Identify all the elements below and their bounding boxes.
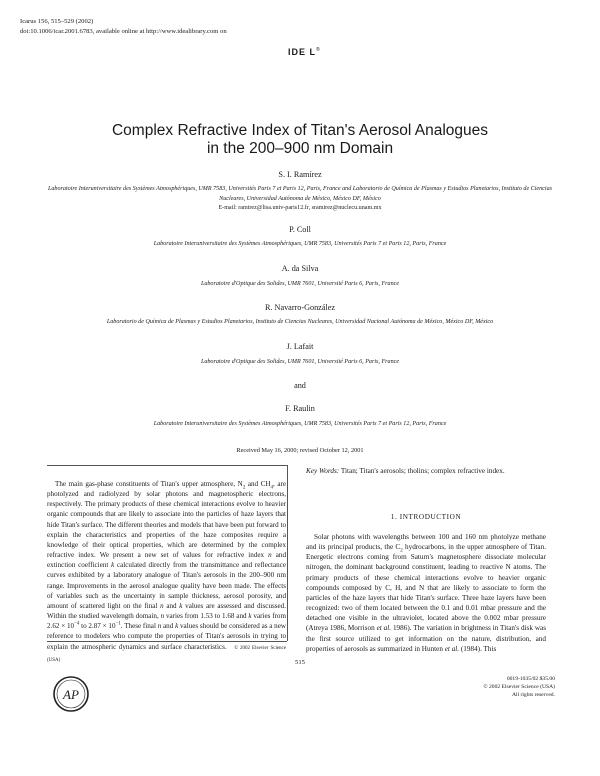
abstract-text: and extinction coefficient bbox=[47, 551, 286, 570]
received-date: Received May 16, 2000; revised October 12, 2001 bbox=[236, 447, 364, 454]
title-line-1: Complex Refractive Index of Titan's Aerosol Analogues bbox=[111, 122, 489, 139]
abstract-top-rule bbox=[47, 465, 287, 466]
introduction-body bbox=[306, 532, 546, 654]
doi-line[interactable]: doi:10.1006/icar.2001.6783, available online at http://www.idealibrary.com on bbox=[20, 28, 227, 35]
intro-text: hydrocarbons, in the upper atmosphere of Titan. Energetic electrons coming from Saturn's magnetosphere dissociate molecular nitrogen, the dominant background constituent, leading to reactive N atoms. The primary products of these chemical interactions evolve to heavier organic compounds composed by C, H, and N that are likely to associate to form the particles of the haze layers that hide Titan's surface. Three haze layers have been recognized: two of them located between the 0.1 and 0.01 mbar pressure and the detached one visible in the ultraviolet, located above the 0.002 mbar pressure (Atreya 1986, Morrison bbox=[306, 543, 547, 633]
ideal-logo[interactable] bbox=[288, 47, 321, 57]
superscript: −4 bbox=[74, 621, 80, 627]
citation-etal: et al. bbox=[444, 644, 460, 653]
section-heading: 1. INTRODUCTION bbox=[390, 513, 462, 521]
journal-citation: Icarus 156, 515–529 (2002) bbox=[20, 18, 94, 25]
keywords bbox=[306, 466, 546, 476]
author-name: A. da Silva bbox=[281, 264, 319, 273]
symbol-k: k bbox=[111, 561, 115, 570]
intro-text: 1986). The variation in brightness in Titan's disk was the first source utilized to get information on the nature, distribution, and properties of aerosols as summarized in Hunten bbox=[306, 624, 547, 653]
abstract-text: values are assessed and discussed. Within the studied wavelength domain, bbox=[47, 601, 286, 621]
abstract-text: . These final bbox=[120, 622, 158, 631]
abstract-copyright: © 2002 Elsevier Science (USA) bbox=[47, 645, 286, 663]
author-name: F. Raulin bbox=[285, 404, 315, 413]
author-name: S. I. Ramírez bbox=[278, 170, 322, 179]
author-name: P. Coll bbox=[289, 225, 311, 234]
subscript: 2 bbox=[242, 485, 246, 491]
abstract-text: calculated directly from the transmittance and reflectance curves exhibited by a laboratory analogue of Titan's aerosols in the 200–900 nm range. Improvements in the aerosol analogue quality have been made. The effects of variables such as the uncertainty in sample thickness, aerosol porosity, and amount of scattered light on the final bbox=[47, 561, 286, 610]
subscript: 2 bbox=[400, 548, 403, 554]
symbol-n: n bbox=[160, 601, 164, 610]
intro-text: (1984). This bbox=[459, 644, 497, 653]
subscript: 4 bbox=[270, 485, 273, 491]
author-email[interactable]: E-mail: ramirez@lisa.univ-paris12.fr, sramirez@nuclecu.unam.mx bbox=[218, 205, 382, 211]
abstract-text: and bbox=[163, 601, 180, 610]
journal-header bbox=[20, 17, 227, 37]
author-affiliation: Laboratorio de Química de Plasmas y Estudios Planetarios, Instituto de Ciencias Nucleares, Universidad Nacional Autónoma de México, México DF, México bbox=[106, 319, 494, 325]
and-connector: and bbox=[294, 381, 306, 390]
citation-etal: et al. bbox=[376, 624, 392, 633]
superscript: −1 bbox=[115, 621, 121, 627]
abstract-side-rule bbox=[287, 465, 288, 641]
abstract-text: and bbox=[161, 622, 176, 631]
author-affiliation: Laboratoire Interuniversitaire des Systèmes Atmosphériques, UMR 7583, Universités Paris 7 et Paris 12, Paris, France bbox=[153, 241, 447, 247]
keywords-text: Titan; Titan's aerosols; tholins; complex refractive index. bbox=[339, 467, 505, 475]
footer-copyright: © 2002 Elsevier Science (USA) bbox=[483, 684, 555, 690]
symbol-k: k bbox=[175, 622, 179, 631]
page-number: 515 bbox=[295, 659, 305, 666]
symbol-n: n bbox=[268, 551, 272, 560]
affiliation-text: Laboratoire Interuniversitaire des Systèmes Atmosphériques, UMR 7583, Universités Paris 7 et Paris 12, Paris, France and Laboratorio de Química de Plasmas y Estudios Planetarios, Instituto de Ciencias Nucleares, Universidad Autónoma de México, México DF, México bbox=[48, 186, 552, 202]
footer-rights: All rights reserved. bbox=[511, 692, 555, 698]
publisher-logo bbox=[51, 674, 91, 714]
abstract-text: varies from 2.62 × 10 bbox=[47, 612, 286, 631]
keywords-label: Key Words: bbox=[306, 467, 340, 475]
abstract-text: to 2.87 × 10 bbox=[79, 622, 116, 631]
issn-price: 0019-1035/02 $35.00 bbox=[506, 676, 555, 682]
ideal-logo-text: IDE L bbox=[288, 47, 317, 57]
author-name: R. Navarro-González bbox=[264, 303, 335, 312]
abstract-text: varies from 1.53 to 1.68 and bbox=[164, 612, 249, 621]
intro-text: Solar photons with wavelengths between 100 and 160 nm photolyze methane and its principal products, the C bbox=[306, 533, 546, 552]
symbol-k: k bbox=[248, 612, 252, 621]
paper-title bbox=[0, 122, 600, 158]
author-affiliation: Laboratoire d'Optique des Solides, UMR 7601, Université Paris 6, Paris, France bbox=[200, 359, 400, 365]
abstract-text: values should be considered as a new reference to modelers who compute the properties of Titan's aerosols in trying to explain the atmospheric dynamics and surface characteristics. bbox=[47, 622, 287, 651]
abstract-text: and CH bbox=[245, 480, 271, 488]
symbol-k: k bbox=[179, 601, 183, 610]
abstract-text: The main gas-phase constituents of Titan's upper atmosphere, N bbox=[55, 480, 243, 488]
ideal-logo-registered: ® bbox=[316, 47, 321, 53]
author-name: J. Lafait bbox=[286, 342, 314, 351]
author-affiliation: Laboratoire d'Optique des Solides, UMR 7601, Université Paris 6, Paris, France bbox=[200, 281, 400, 287]
author-affiliation: Laboratoire Interuniversitaire des Systèmes Atmosphériques, UMR 7583, Universités Paris 7 et Paris 12, Paris, France bbox=[153, 421, 447, 427]
author-affiliation bbox=[40, 185, 560, 214]
symbol-n: n bbox=[160, 612, 165, 621]
title-line-2: in the 200–900 nm Domain bbox=[206, 140, 394, 157]
publisher-logo-text: AP bbox=[63, 687, 79, 702]
abstract bbox=[47, 479, 286, 666]
copyright-footer bbox=[483, 675, 555, 699]
symbol-n: n bbox=[157, 622, 162, 631]
abstract-text: , are photolyzed and radiolyzed by solar photons and magnetospheric electrons, respectively. The primary products of these chemical interactions evolve to heavier organic compounds that are likely to associate into the particles of haze layers that hide Titan's surface. The different theories and models that have been put forward to explain the characteristics and properties of the haze composites require a knowledge of their optical properties, which are determined by the complex refractive index. We present a new set of values for refractive index bbox=[47, 480, 286, 560]
